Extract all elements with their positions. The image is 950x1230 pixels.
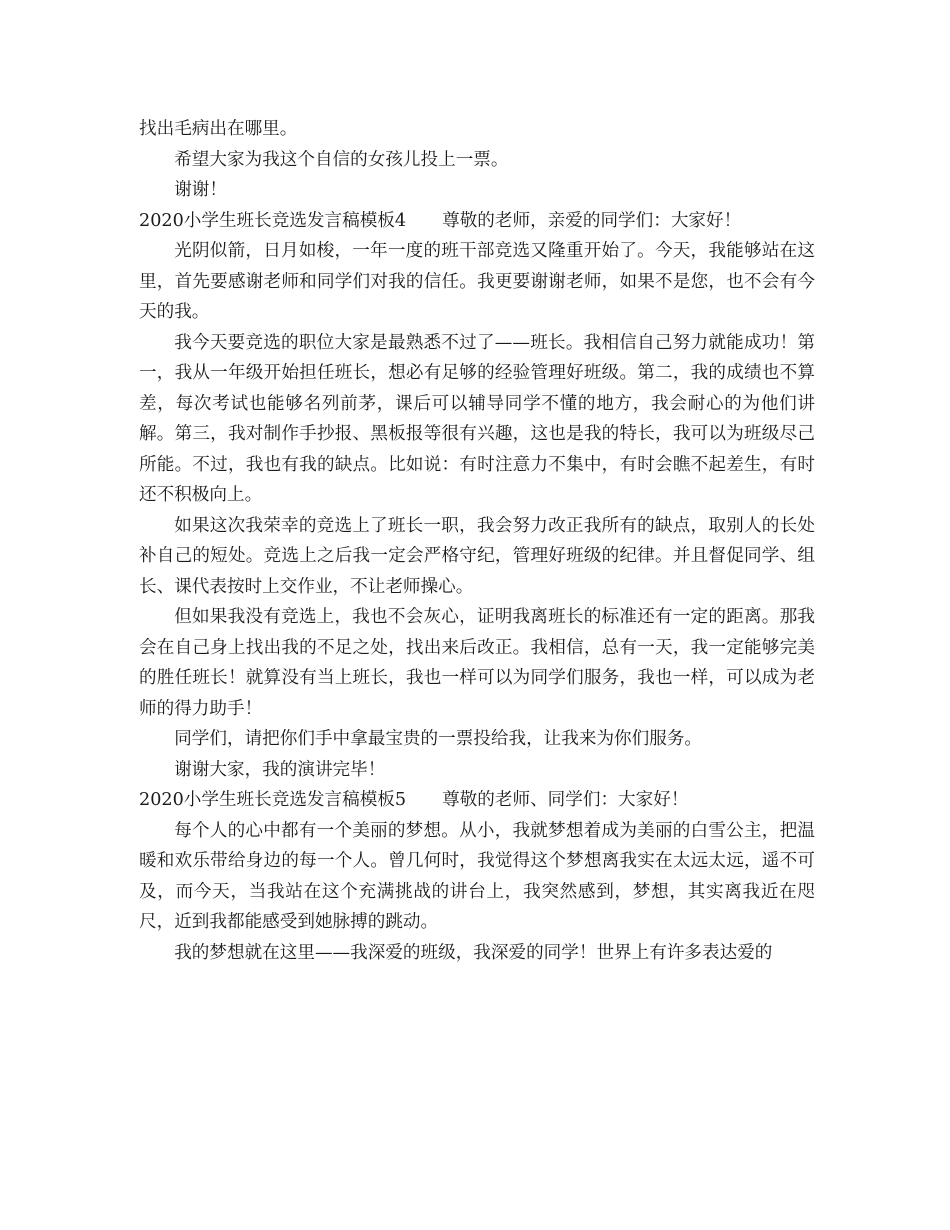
section-greeting: 尊敬的老师，亲爱的同学们：大家好！ [442, 210, 742, 231]
paragraph: 我今天要竞选的职位大家是最熟悉不过了——班长。我相信自己努力就能成功！第一，我从一年级开始担任班长，想必有足够的经验管理好班级。第二，我的成绩也不算差，每次考试也能够名列前茅，课后可以辅导同学不懂的地方，我会耐心的为他们讲解。第三，我对制作手抄报、黑板报等很有兴趣，这也是我的特长，我可以为班级尽己所能。不过，我也有我的缺点。比如说：有时注意力不集中，有时会瞧不起差生，有时还不积极向上。 [139, 332, 815, 505]
section-greeting: 尊敬的老师、同学们：大家好！ [442, 790, 689, 810]
paragraph: 光阴似箭，日月如梭，一年一度的班干部竞选又隆重开始了。今天，我能够站在这里，首先要感谢老师和同学们对我的信任。我更要谢谢老师，如果不是您，也不会有今天的我。 [139, 241, 815, 322]
paragraph: 同学们，请把你们手中拿最宝贵的一票投给我，让我来为你们服务。 [174, 729, 703, 749]
paragraph: 谢谢！ [174, 180, 227, 200]
paragraph: 如果这次我荣幸的竞选上了班长一职，我会努力改正我所有的缺点，取别人的长处补自己的短处。竞选上之后我一定会严格守纪，管理好班级的纪律。并且督促同学、组长、课代表按时上交作业，不让老师操心。 [139, 515, 815, 597]
paragraph: 但如果我没有竞选上，我也不会灰心，证明我离班长的标准还有一定的距离。那我会在自己身上找出我的不足之处，找出来后改正。我相信，总有一天，我一定能够完美的胜任班长！就算没有当上班长，我也一样可以为同学们服务，我也一样，可以成为老师的得力助手！ [139, 607, 815, 719]
section-title: 2020小学生班长竞选发言稿模板4 [139, 210, 407, 231]
section-heading [139, 785, 815, 816]
section-heading [139, 206, 815, 237]
paragraph: 找出毛病出在哪里。 [139, 119, 298, 139]
paragraph: 谢谢大家，我的演讲完毕！ [174, 759, 386, 780]
section-title: 2020小学生班长竞选发言稿模板5 [139, 790, 407, 810]
document-body [139, 114, 815, 968]
paragraph: 每个人的心中都有一个美丽的梦想。从小，我就梦想着成为美丽的白雪公主，把温暖和欢乐带给身边的每一个人。曾几何时，我觉得这个梦想离我实在太远太远，遥不可及，而今天，当我站在这个充满挑战的讲台上，我突然感到，梦想，其实离我近在咫尺，近到我都能感受到她脉搏的跳动。 [139, 820, 815, 932]
paragraph: 我的梦想就在这里——我深爱的班级，我深爱的同学！世界上有许多表达爱的 [174, 942, 773, 963]
paragraph: 希望大家为我这个自信的女孩儿投上一票。 [174, 149, 509, 170]
